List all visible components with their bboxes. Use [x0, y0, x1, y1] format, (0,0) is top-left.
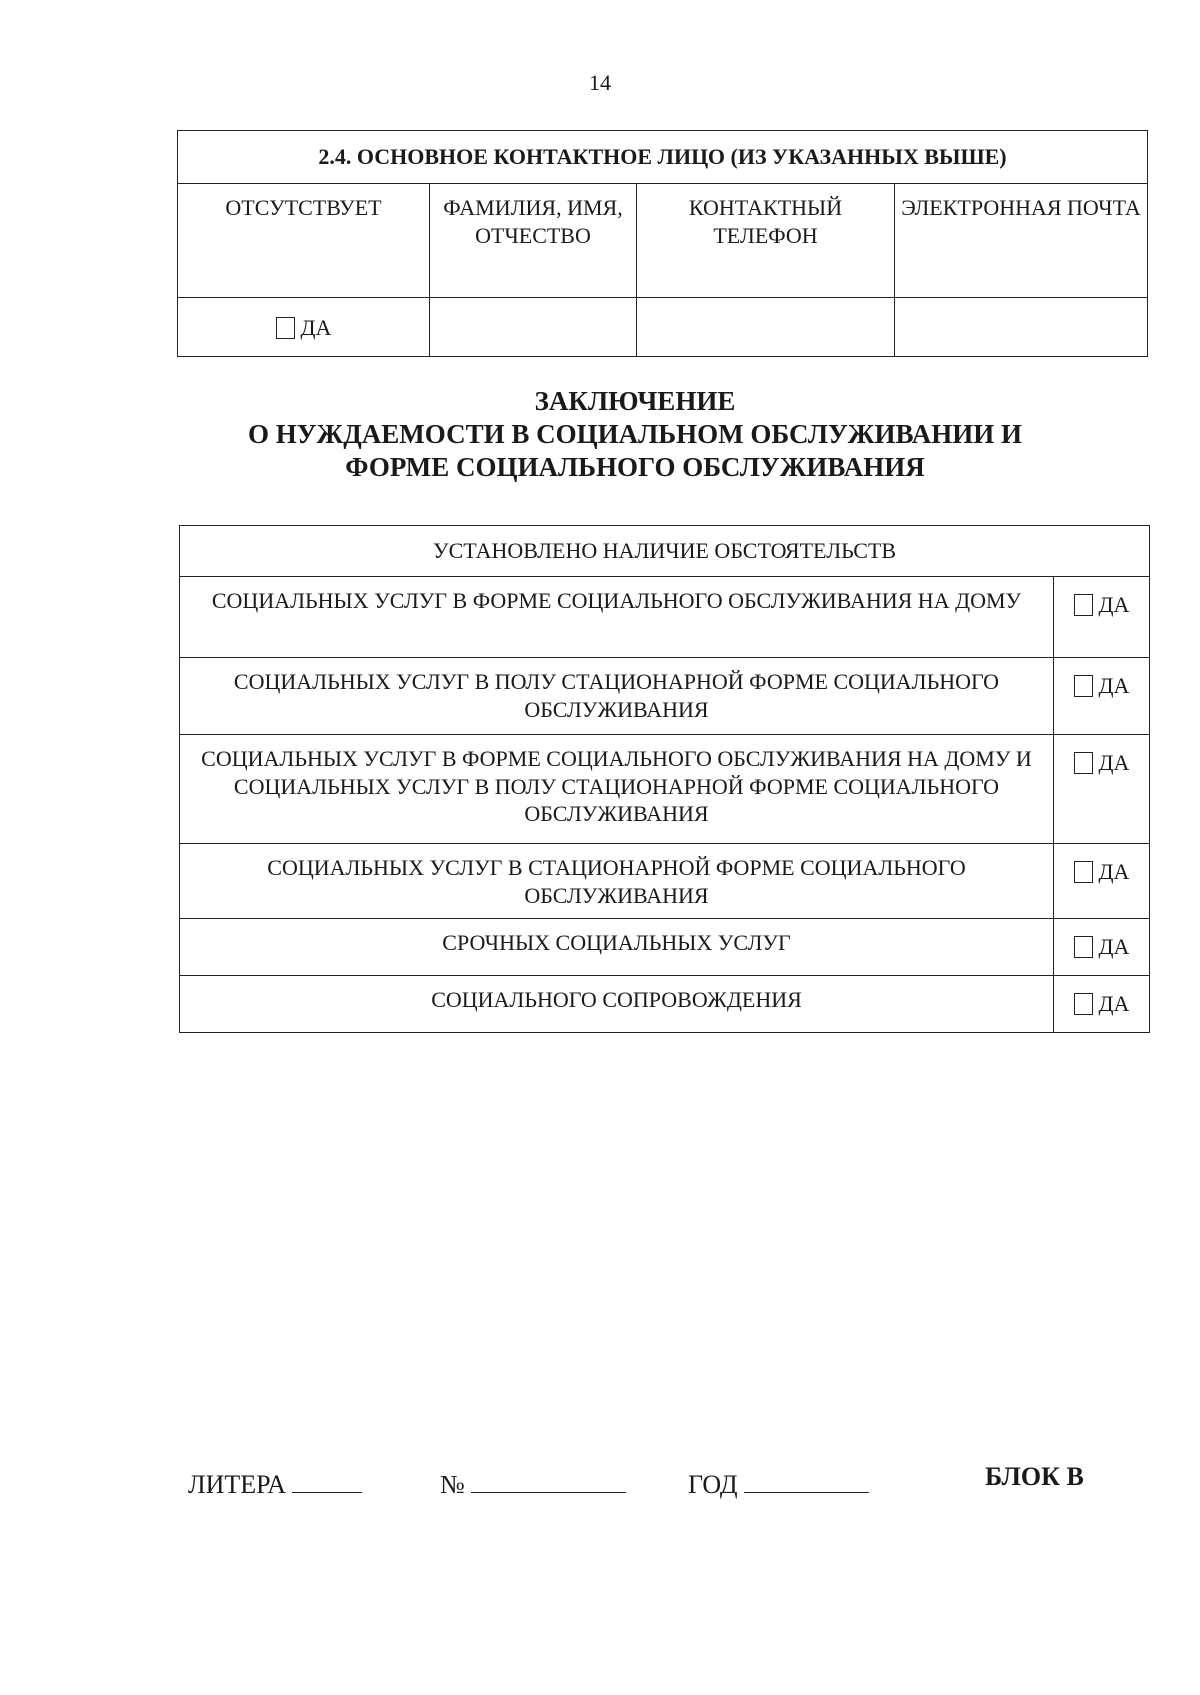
- needs-row-checkbox-cell: [1054, 577, 1150, 658]
- semi-stationary-checkbox[interactable]: [1074, 675, 1093, 697]
- phone-field[interactable]: [637, 298, 895, 357]
- social-support-checkbox[interactable]: [1074, 993, 1093, 1015]
- column-header-full-name: ФАМИЛИЯ, ИМЯ, ОТЧЕСТВО: [430, 184, 637, 298]
- footer-block-label: БЛОК В: [985, 1462, 1084, 1491]
- needs-row-label: СРОЧНЫХ СОЦИАЛЬНЫХ УСЛУГ: [180, 919, 1054, 976]
- column-header-phone: КОНТАКТНЫЙ ТЕЛЕФОН: [637, 184, 895, 298]
- needs-row-label: СОЦИАЛЬНОГО СОПРОВОЖДЕНИЯ: [180, 976, 1054, 1033]
- needs-row-label: СОЦИАЛЬНЫХ УСЛУГ В ПОЛУ СТАЦИОНАРНОЙ ФОРМЕ СОЦИАЛЬНОГО ОБСЛУЖИВАНИЯ: [180, 658, 1054, 735]
- checkbox-label: ДА: [1098, 934, 1130, 960]
- page-number: 14: [589, 70, 611, 95]
- footer-number: [440, 1468, 626, 1500]
- home-and-semi-stationary-checkbox[interactable]: [1074, 752, 1093, 774]
- contact-person-table: [177, 130, 1148, 357]
- needs-row-label: СОЦИАЛЬНЫХ УСЛУГ В СТАЦИОНАРНОЙ ФОРМЕ СОЦИАЛЬНОГО ОБСЛУЖИВАНИЯ: [180, 844, 1054, 919]
- needs-table: [179, 525, 1150, 1033]
- footer-litera-label: ЛИТЕРА: [188, 1470, 287, 1499]
- conclusion-title-line: ЗАКЛЮЧЕНИЕ: [534, 386, 736, 416]
- absent-checkbox[interactable]: [276, 317, 295, 339]
- email-field[interactable]: [895, 298, 1148, 357]
- number-field[interactable]: [471, 1468, 626, 1493]
- litera-field[interactable]: [292, 1468, 362, 1493]
- footer-number-label: №: [440, 1470, 465, 1499]
- needs-row-checkbox-cell: [1054, 844, 1150, 919]
- full-name-field[interactable]: [430, 298, 637, 357]
- checkbox-label: ДА: [1098, 859, 1130, 885]
- conclusion-title-line: О НУЖДАЕМОСТИ В СОЦИАЛЬНОМ ОБСЛУЖИВАНИИ И: [247, 419, 1023, 449]
- needs-row-checkbox-cell: [1054, 658, 1150, 735]
- home-service-checkbox[interactable]: [1074, 594, 1093, 616]
- conclusion-title: [0, 385, 1200, 484]
- column-header-absent: ОТСУТСТВУЕТ: [178, 184, 430, 298]
- checkbox-label: ДА: [1098, 750, 1130, 776]
- footer-year: [688, 1468, 869, 1500]
- column-header-email: ЭЛЕКТРОННАЯ ПОЧТА: [895, 184, 1148, 298]
- needs-row-label: СОЦИАЛЬНЫХ УСЛУГ В ФОРМЕ СОЦИАЛЬНОГО ОБСЛУЖИВАНИЯ НА ДОМУ И СОЦИАЛЬНЫХ УСЛУГ В ПОЛУ СТАЦИОНАРНОЙ ФОРМЕ СОЦИАЛЬНОГО ОБСЛУЖИВАНИЯ: [180, 735, 1054, 844]
- checkbox-label: ДА: [1098, 991, 1130, 1017]
- footer-year-label: ГОД: [688, 1470, 738, 1499]
- absent-cell: [178, 298, 430, 357]
- year-field[interactable]: [744, 1468, 869, 1493]
- conclusion-title-line: ФОРМЕ СОЦИАЛЬНОГО ОБСЛУЖИВАНИЯ: [345, 452, 925, 482]
- contact-section-title: 2.4. ОСНОВНОЕ КОНТАКТНОЕ ЛИЦО (ИЗ УКАЗАННЫХ ВЫШЕ): [178, 131, 1148, 184]
- needs-row-checkbox-cell: [1054, 976, 1150, 1033]
- absent-checkbox-label: ДА: [300, 315, 332, 341]
- footer-litera: [188, 1468, 362, 1500]
- stationary-checkbox[interactable]: [1074, 861, 1093, 883]
- needs-row-checkbox-cell: [1054, 919, 1150, 976]
- needs-row-label: СОЦИАЛЬНЫХ УСЛУГ В ФОРМЕ СОЦИАЛЬНОГО ОБСЛУЖИВАНИЯ НА ДОМУ: [180, 577, 1054, 658]
- checkbox-label: ДА: [1098, 592, 1130, 618]
- needs-table-header: УСТАНОВЛЕНО НАЛИЧИЕ ОБСТОЯТЕЛЬСТВ: [180, 526, 1150, 577]
- urgent-services-checkbox[interactable]: [1074, 936, 1093, 958]
- needs-row-checkbox-cell: [1054, 735, 1150, 844]
- checkbox-label: ДА: [1098, 673, 1130, 699]
